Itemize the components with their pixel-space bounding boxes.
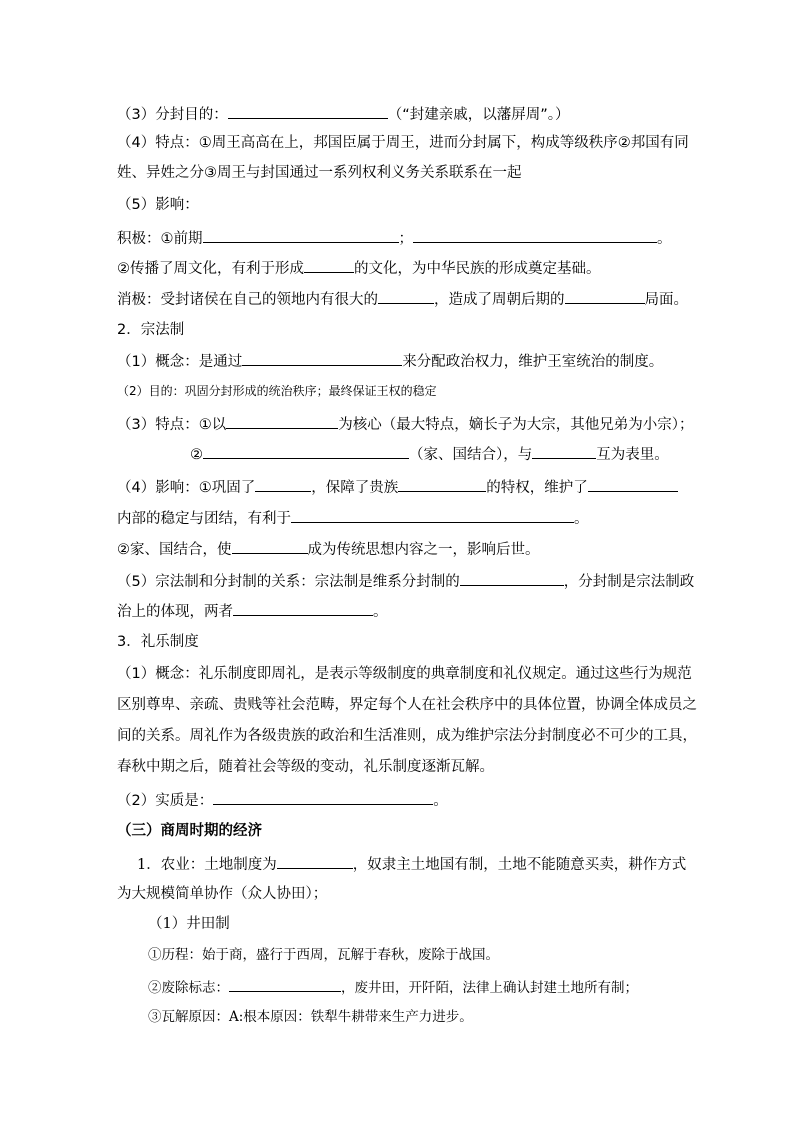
fill-blank — [413, 227, 657, 243]
text: 春秋中期之后，随着社会等级的变动，礼乐制度逐渐瓦解。 — [117, 759, 494, 775]
text: 消极：受封诸侯在自己的领地内有很大的 — [117, 292, 378, 308]
fill-blank — [277, 853, 353, 869]
text: 。 — [657, 231, 672, 247]
fill-blank — [229, 976, 341, 992]
fill-blank — [233, 600, 373, 616]
text-line — [117, 163, 522, 183]
text: （4）影响：①巩固了 — [117, 480, 256, 496]
text-line — [117, 350, 663, 372]
section-heading: （三）商周时期的经济 — [117, 823, 262, 839]
text: 1．农业：土地制度为 — [137, 857, 277, 873]
fill-blank — [203, 443, 409, 459]
fill-blank — [226, 413, 338, 429]
text-line — [148, 1007, 473, 1027]
text-line — [117, 538, 540, 560]
fill-blank — [378, 288, 434, 304]
text: 的特权，维护了 — [486, 480, 588, 496]
fill-blank — [398, 476, 486, 492]
text-line — [117, 695, 697, 715]
text: 。 — [574, 511, 589, 527]
text-line — [190, 443, 669, 465]
text-line — [117, 195, 199, 215]
text-line — [117, 227, 672, 249]
text-line — [117, 757, 494, 777]
text: 成为传统思想内容之一，影响后世。 — [307, 542, 540, 558]
text-line — [117, 133, 689, 153]
text-line — [117, 600, 388, 622]
fill-blank — [291, 507, 574, 523]
text: ②传播了周文化，有利于形成 — [117, 261, 304, 277]
text: 内部的稳定与团结，有利于 — [117, 511, 291, 527]
fill-blank — [565, 288, 645, 304]
text: 的文化，为中华民族的形成奠定基础。 — [354, 261, 601, 277]
text: （2）目的：巩固分封形成的统治秩序；最终保证王权的稳定 — [117, 384, 437, 398]
text: （3）分封目的： — [117, 107, 228, 123]
text: 互为表里。 — [596, 447, 669, 463]
text-line — [117, 257, 601, 279]
text: （4）特点：①周王高高在上，邦国臣属于周王，进而分封属下，构成等级秩序②邦国有同 — [117, 135, 689, 151]
text: （3）特点：①以 — [117, 417, 227, 433]
fill-blank — [203, 227, 399, 243]
text: 来分配政治权力，维护王室统治的制度。 — [402, 354, 664, 370]
text-line — [117, 476, 678, 498]
text: ，废井田，开阡陌，法律上确认封建土地所有制； — [341, 980, 638, 996]
text-line — [117, 789, 448, 811]
fill-blank — [588, 476, 678, 492]
text-line — [117, 288, 688, 310]
text: 间的关系。周礼作为各级贵族的政治和生活准则，成为维护宗法分封制度必不可少的工具， — [117, 728, 697, 744]
text-line — [117, 632, 199, 652]
text-line — [148, 976, 638, 998]
fill-blank — [460, 570, 564, 586]
text: （家、国结合），与 — [409, 447, 533, 463]
sub-heading: （1）井田制 — [148, 916, 230, 932]
text: ②家、国结合，使 — [117, 542, 232, 558]
text: （5）宗法制和分封制的关系：宗法制是维系分封制的 — [117, 574, 460, 590]
text-line — [137, 853, 686, 875]
fill-blank — [255, 476, 311, 492]
text-line — [117, 664, 692, 684]
fill-blank — [304, 257, 354, 273]
text-line — [117, 570, 694, 592]
fill-blank — [213, 789, 433, 805]
text: 为核心（最大特点，嫡长子为大宗，其他兄弟为小宗）； — [338, 417, 694, 433]
text: 区别尊卑、亲疏、贵贱等社会范畴，界定每个人在社会秩序中的具体位置，协调全体成员之 — [117, 697, 697, 713]
fill-blank — [532, 443, 596, 459]
text: 姓、异姓之分③周王与封国通过一系列权利义务关系联系在一起 — [117, 165, 522, 181]
text: ，奴隶主土地国有制，土地不能随意买卖，耕作方式 — [352, 857, 687, 873]
fill-blank — [242, 350, 402, 366]
text: ，保障了贵族 — [311, 480, 399, 496]
text: （“封建亲戚，以藩屏周”。） — [387, 107, 570, 123]
text-line — [117, 884, 327, 904]
text: ② — [190, 447, 203, 463]
text: （2）实质是： — [117, 793, 214, 809]
text: ； — [398, 231, 413, 247]
text-line — [117, 726, 697, 746]
text: ③瓦解原因：A:根本原因：铁犁牛耕带来生产力进步。 — [148, 1009, 473, 1025]
text-line — [148, 945, 499, 965]
text: 局面。 — [644, 292, 688, 308]
section-heading: 3．礼乐制度 — [117, 634, 199, 650]
text-line — [117, 413, 693, 435]
text: ，造成了周朝后期的 — [434, 292, 565, 308]
text-line — [117, 381, 437, 401]
text-line — [117, 821, 262, 841]
text: 治上的体现，两者 — [117, 604, 233, 620]
fill-blank — [228, 103, 388, 119]
text: 积极：①前期 — [117, 231, 203, 247]
text: 。 — [373, 604, 388, 620]
text: 为大规模简单协作（众人协田）； — [117, 886, 328, 902]
text-line — [117, 103, 570, 125]
text-line — [117, 320, 184, 340]
text-line — [117, 507, 589, 529]
text: ①历程：始于商，盛行于西周，瓦解于春秋，废除于战国。 — [148, 947, 499, 963]
text: （1）概念：是通过 — [117, 354, 243, 370]
fill-blank — [232, 538, 308, 554]
text: ，分封制是宗法制政 — [563, 574, 695, 590]
text: ②废除标志： — [148, 980, 229, 996]
text: （1）概念：礼乐制度即周礼，是表示等级制度的典章制度和礼仪规定。通过这些行为规范 — [117, 666, 692, 682]
text: 。 — [433, 793, 448, 809]
section-heading: 2．宗法制 — [117, 322, 185, 338]
text: （5）影响： — [117, 197, 199, 213]
text-line — [148, 914, 230, 934]
